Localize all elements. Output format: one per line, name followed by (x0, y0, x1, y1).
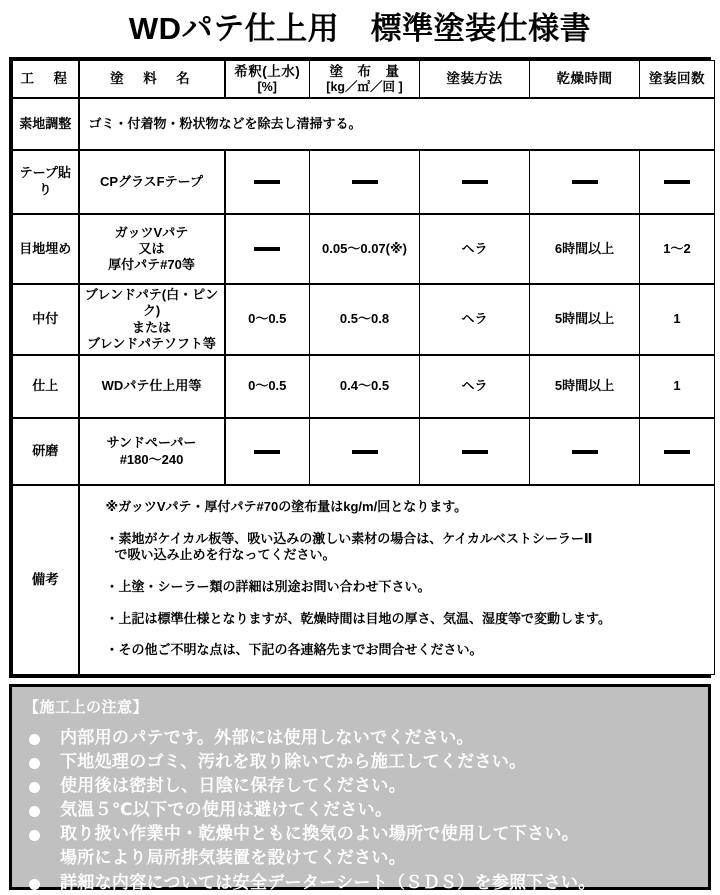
bullet-icon (29, 782, 40, 793)
paint-name-line: #180〜240 (119, 451, 184, 467)
header-drying (530, 61, 640, 99)
cell-process: 仕上 (13, 355, 79, 418)
remarks-label: 備考 (13, 485, 79, 674)
caution-item-text: 使用後は密封し、日陰に保存してください。 (60, 776, 406, 795)
bullet-icon (29, 734, 40, 745)
cell-coats: 1〜2 (640, 214, 715, 284)
bullet-icon (29, 879, 40, 890)
paint-name-line: CPグラスFテープ (100, 173, 203, 189)
cell-dilution (225, 418, 310, 485)
remarks-line (106, 642, 705, 659)
caution-title: 【施工上の注意】 (24, 698, 149, 716)
table-row (13, 150, 715, 214)
cell-drying: 6時間以上 (530, 214, 640, 284)
cell-dilution: 0〜0.5 (225, 284, 310, 355)
cell-process: テープ貼り (13, 150, 79, 214)
table-header-row (13, 61, 715, 99)
remarks-line (106, 579, 705, 596)
cell-method (420, 150, 530, 214)
header-method-label: 塗装方法 (446, 71, 503, 87)
cell-process: 目地埋め (13, 214, 79, 284)
header-dilution (225, 61, 310, 99)
cell-paint-name (79, 150, 225, 214)
caution-item-text: 詳細な内容については安全データーシート（ＳＤＳ）を参照下さい。 (60, 872, 596, 892)
dash-icon (352, 180, 378, 184)
header-coverage-label: 塗 布 量 (329, 64, 400, 80)
paint-name-line: サンドペーパー (106, 435, 197, 451)
table-row (13, 214, 715, 284)
dash-icon (664, 180, 690, 184)
dash-icon (352, 450, 378, 454)
cell-method (420, 418, 530, 485)
header-coverage (310, 61, 420, 99)
table-row (13, 98, 715, 150)
dash-icon (254, 180, 280, 184)
cell-coverage (310, 150, 420, 214)
dash-icon (572, 180, 598, 184)
cell-coverage: 0.5〜0.8 (310, 284, 420, 355)
header-coats (640, 61, 715, 99)
remarks-line (106, 531, 705, 564)
cell-coverage (310, 418, 420, 485)
header-process-label: 工 程 (20, 71, 70, 87)
cell-coats (640, 150, 715, 214)
header-paint-name (79, 61, 225, 99)
header-dilution-unit: [%] (257, 79, 277, 94)
list-item (24, 726, 698, 750)
cell-coats (640, 418, 715, 485)
remarks-line (106, 499, 705, 516)
header-coverage-unit: [kg／㎡／回 ] (326, 79, 403, 94)
dash-icon (462, 450, 488, 454)
remarks-text: ・上記は標準仕様となりますが、乾燥時間は目地の厚さ、気温、湿度等で変動します。 (105, 610, 611, 626)
cell-paint-name (79, 214, 225, 284)
remarks-text: ・上塗・シーラー類の詳細は別途お問い合わせ下さい。 (105, 578, 431, 594)
paint-name-line: または (131, 319, 171, 335)
caution-item-text: 取り扱い作業中・乾燥中ともに換気のよい場所で使用して下さい。 (60, 824, 579, 844)
dash-icon (664, 450, 690, 454)
cell-paint-name (79, 355, 225, 418)
paint-name-line: ブレンドパテ(白・ピンク) (84, 287, 219, 319)
caution-list (24, 726, 698, 895)
caution-item-text: 内部用のパテです。外部には使用しないでください。 (60, 727, 474, 747)
paint-name-line: 厚付パテ#70等 (108, 257, 195, 273)
table-row-remarks (13, 485, 715, 674)
bullet-icon (29, 758, 40, 769)
bullet-icon (29, 806, 40, 817)
caution-item-subtext: 場所により局所排気装置を設けてください。 (60, 848, 406, 868)
cell-process: 中付 (13, 284, 79, 355)
dash-icon (462, 180, 488, 184)
list-item (24, 822, 698, 870)
cell-method: ヘラ (420, 284, 530, 355)
cell-dilution (225, 150, 310, 214)
list-item (24, 798, 698, 822)
dash-icon (254, 247, 280, 251)
remarks-text-cont: で吸い込み止めを行なってください。 (114, 547, 336, 563)
cell-drying (530, 418, 640, 485)
cell-prep-description: ゴミ・付着物・粉状物などを除去し清掃する。 (79, 98, 715, 150)
paint-name-line: ガッツVパテ (114, 224, 189, 240)
cell-drying: 5時間以上 (530, 355, 640, 418)
paint-name-line: WDパテ仕上用等 (101, 378, 202, 394)
header-drying-label: 乾燥時間 (556, 71, 613, 87)
remarks-text: ・その他ご不明な点は、下記の各連絡先までお問合せください。 (105, 642, 483, 658)
cell-method: ヘラ (420, 355, 530, 418)
cell-coverage: 0.4〜0.5 (310, 355, 420, 418)
spec-table-container (9, 57, 711, 678)
cell-paint-name (79, 418, 225, 485)
list-item (24, 774, 698, 798)
remarks-body (79, 485, 715, 674)
spec-table (12, 60, 715, 675)
cell-paint-name (79, 284, 225, 355)
cell-drying (530, 150, 640, 214)
bullet-icon (29, 830, 40, 841)
list-item (24, 750, 698, 774)
cell-process: 研磨 (13, 418, 79, 485)
header-method (420, 61, 530, 99)
cell-dilution: 0〜0.5 (225, 355, 310, 418)
cell-drying: 5時間以上 (530, 284, 640, 355)
caution-item-text: 気温５℃以下での使用は避けてください。 (60, 800, 393, 820)
table-row (13, 284, 715, 355)
cell-coats: 1 (640, 355, 715, 418)
cell-process: 素地調整 (13, 98, 79, 150)
table-row (13, 418, 715, 485)
cell-dilution (225, 214, 310, 284)
table-row (13, 355, 715, 418)
paint-name-line: 又は (138, 240, 165, 256)
cell-method: ヘラ (420, 214, 530, 284)
cell-coats: 1 (640, 284, 715, 355)
page-title: WDパテ仕上用 標準塗装仕様書 (128, 11, 592, 46)
dash-icon (572, 450, 598, 454)
paint-name-line: ブレンドパテソフト等 (87, 335, 216, 351)
caution-item-text: 下地処理のゴミ、汚れを取り除いてから施工してください。 (60, 751, 527, 771)
cell-coverage: 0.05〜0.07(※) (310, 214, 420, 284)
header-paint-name-label: 塗 料 名 (110, 71, 193, 87)
remarks-text: ※ガッツVパテ・厚付パテ#70の塗布量はkg/m/回となります。 (105, 499, 468, 514)
header-dilution-label: 希釈(上水) (234, 64, 301, 80)
header-process (13, 61, 79, 99)
remarks-text: ・素地がケイカル板等、吸い込みの激しい素材の場合は、ケイカルベストシーラーⅡ (105, 530, 593, 546)
list-item (24, 871, 698, 895)
dash-icon (254, 450, 280, 454)
header-coats-label: 塗装回数 (649, 71, 705, 87)
remarks-line (106, 611, 705, 628)
